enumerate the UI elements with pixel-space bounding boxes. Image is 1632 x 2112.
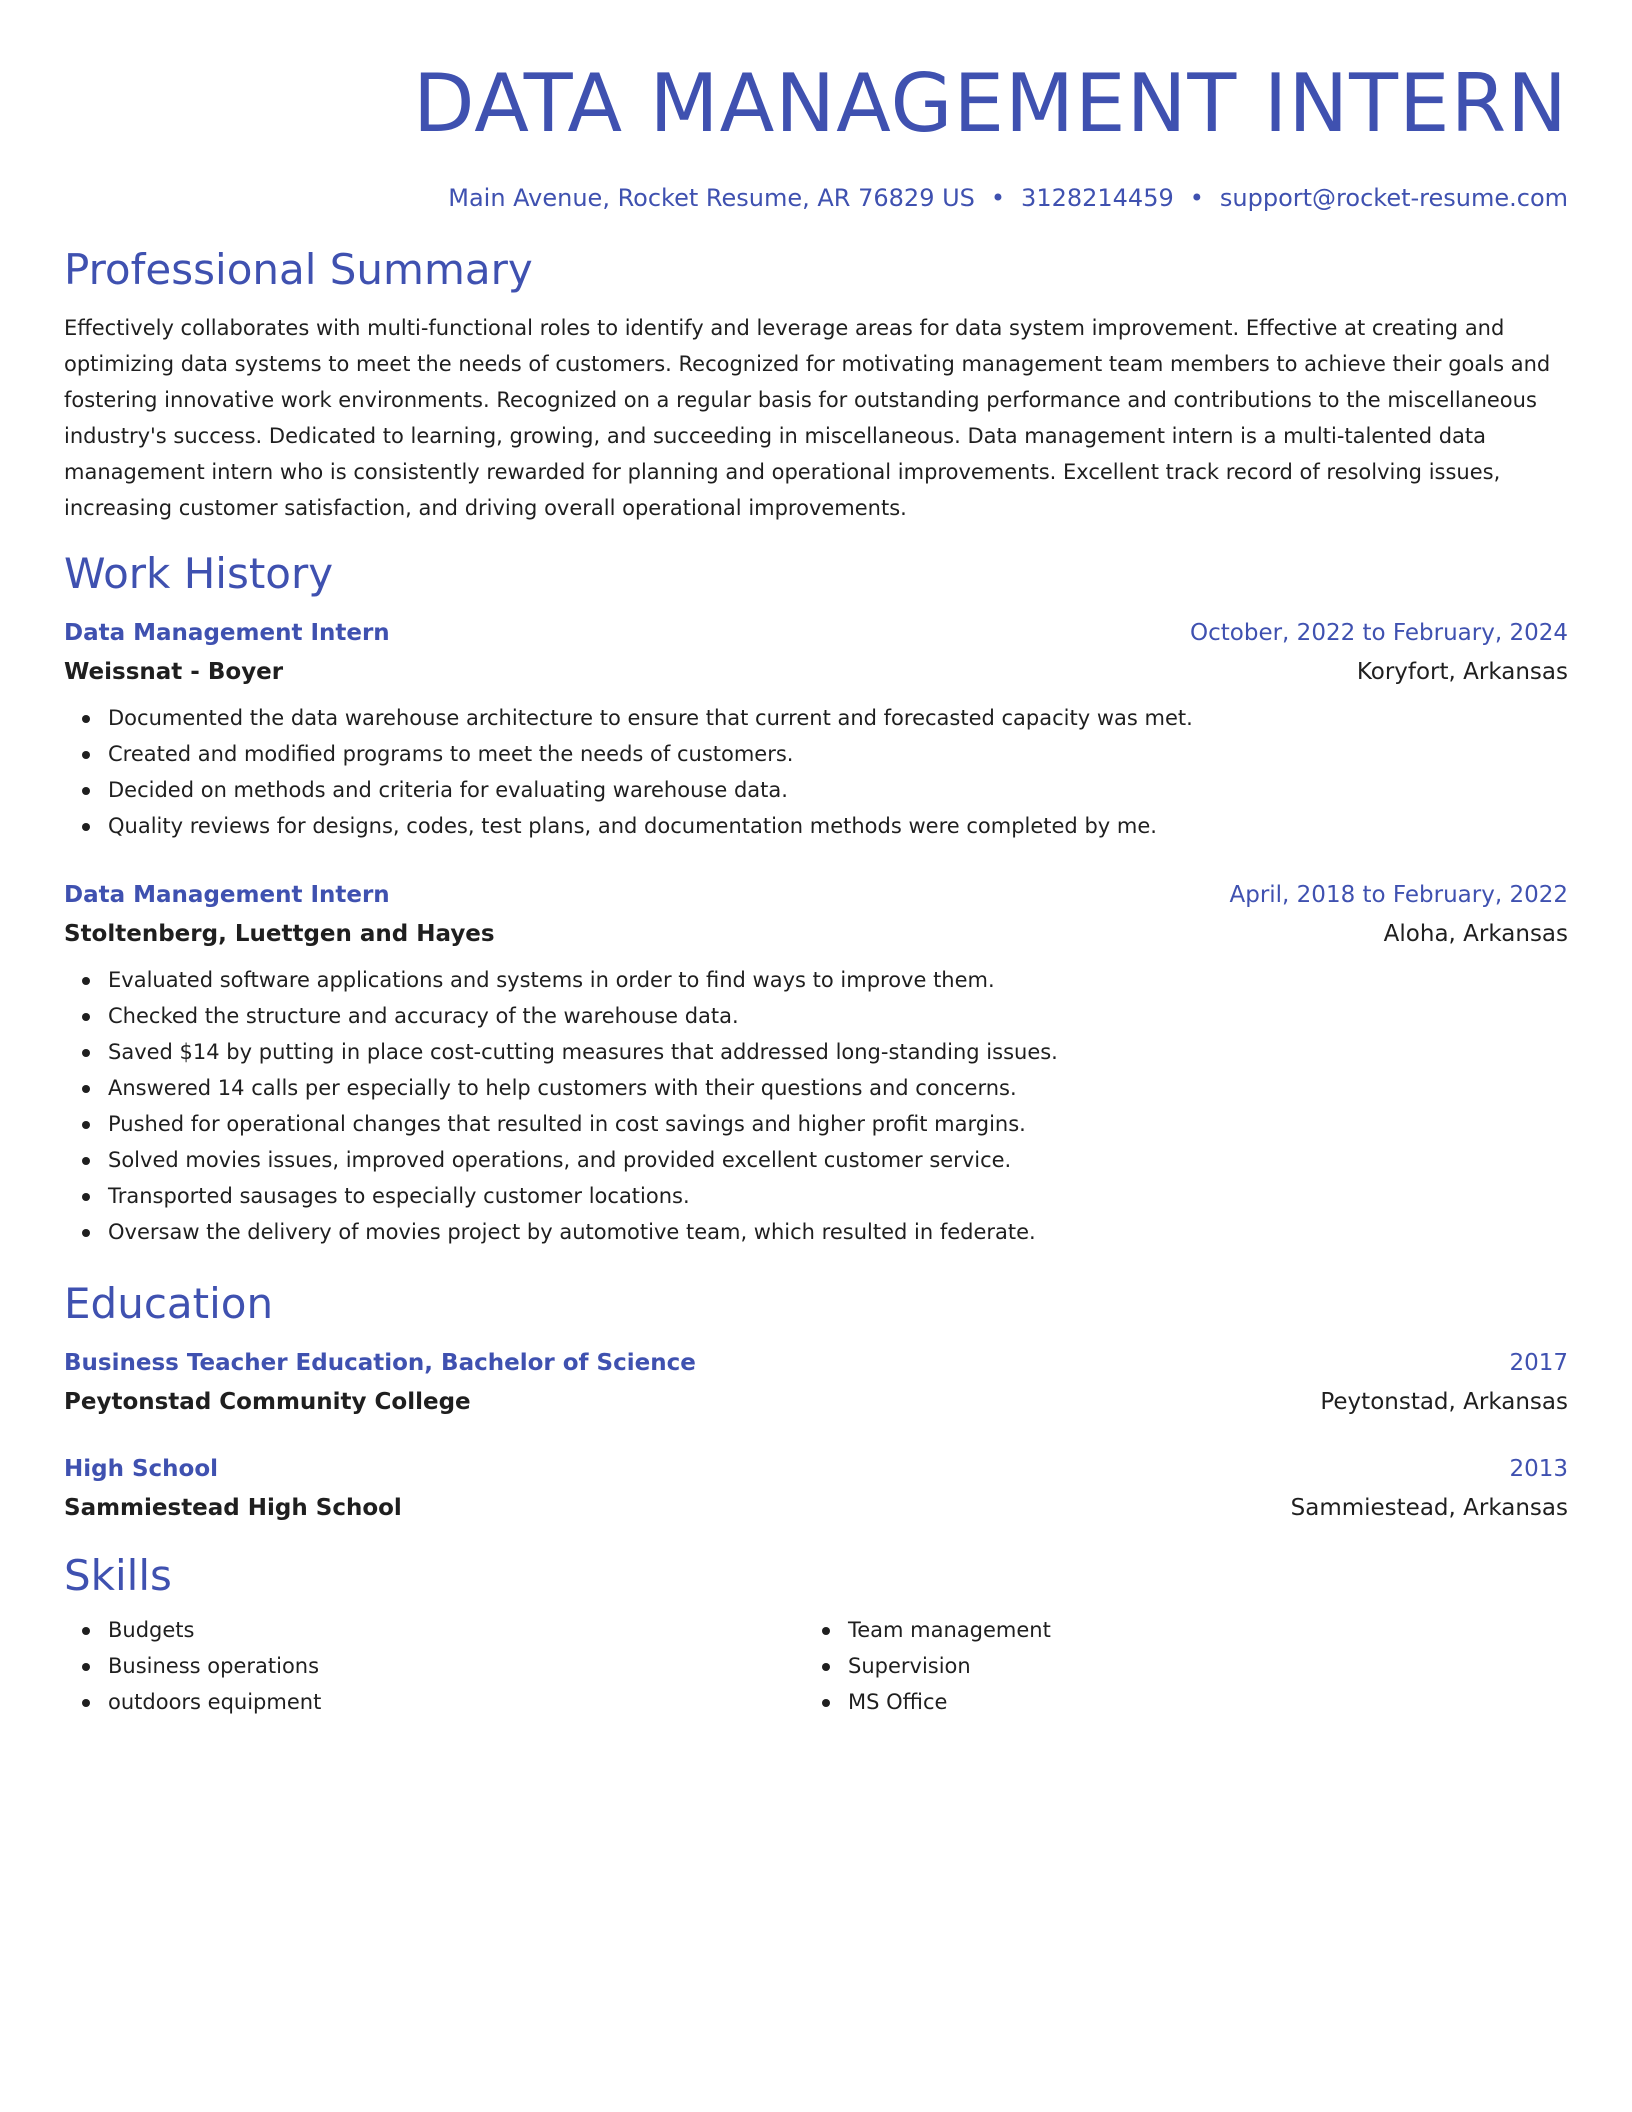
work-history-heading: Work History xyxy=(64,549,334,598)
job-company: Weissnat - Boyer xyxy=(64,659,284,685)
job-entry xyxy=(64,614,1568,844)
education-location: Sammiestead, Arkansas xyxy=(1290,1495,1568,1521)
contact-address: Main Avenue, Rocket Resume, AR 76829 US xyxy=(448,184,975,212)
job-bullets xyxy=(64,700,1568,844)
job-company-row xyxy=(64,652,1568,692)
job-bullet: Created and modified programs to meet the needs of customers. xyxy=(108,736,1568,772)
skill-item: Supervision xyxy=(848,1648,1544,1684)
job-bullet: Answered 14 calls per especially to help customers with their questions and concerns. xyxy=(108,1070,1568,1106)
job-location: Koryfort, Arkansas xyxy=(1356,659,1568,685)
job-bullet: Pushed for operational changes that resulted in cost savings and higher profit margins. xyxy=(108,1106,1568,1142)
education-degree: Business Teacher Education, Bachelor of Science xyxy=(64,1350,696,1376)
education-school-row xyxy=(64,1488,1568,1528)
job-bullet: Quality reviews for designs, codes, test plans, and documentation methods were completed by me. xyxy=(108,808,1568,844)
skills-list xyxy=(804,1612,1544,1720)
summary-text: Effectively collaborates with multi-functional roles to identify and leverage areas for data system improvement. Effective at creating and optimizing data systems to meet the needs of customers. Recognized for motivating management team members to achieve their goals and fostering innovative work environments. Recognized on a regular basis for outstanding performance and contributions to the miscellaneous industry's success. Dedicated to learning, growing, and succeeding in miscellaneous. Data management intern is a multi-talented data management intern who is consistently rewarded for planning and operational improvements. Excellent track record of resolving issues, increasing customer satisfaction, and driving overall operational improvements. xyxy=(64,316,1551,520)
contact-email[interactable]: support@rocket-resume.com xyxy=(1219,184,1568,212)
education-entry xyxy=(64,1344,1568,1422)
skills-list xyxy=(64,1612,804,1720)
candidate-title: DATA MANAGEMENT INTERN xyxy=(413,57,1568,150)
job-bullet: Checked the structure and accuracy of the warehouse data. xyxy=(108,998,1568,1034)
education-school: Peytonstad Community College xyxy=(64,1389,471,1415)
contact-separator: • xyxy=(990,184,1006,212)
contact-separator: • xyxy=(1189,184,1204,212)
job-company-row xyxy=(64,914,1568,954)
education-entry xyxy=(64,1450,1568,1528)
job-dates: April, 2018 to February, 2022 xyxy=(1229,882,1568,908)
education-degree-row xyxy=(64,1344,1568,1382)
education-year: 2013 xyxy=(1509,1456,1568,1482)
job-company: Stoltenberg, Luettgen and Hayes xyxy=(64,921,495,947)
skill-item: MS Office xyxy=(848,1684,1544,1720)
skills-column-right xyxy=(804,1612,1544,1720)
education-heading: Education xyxy=(64,1279,274,1328)
skill-item: Budgets xyxy=(108,1612,804,1648)
skills-heading: Skills xyxy=(64,1551,172,1600)
job-header-row xyxy=(64,876,1568,914)
skills-column-left xyxy=(64,1612,804,1720)
resume-header xyxy=(64,56,1568,214)
job-bullet: Decided on methods and criteria for evaluating warehouse data. xyxy=(108,772,1568,808)
education-location: Peytonstad, Arkansas xyxy=(1320,1389,1568,1415)
education-school: Sammiestead High School xyxy=(64,1495,402,1521)
skill-item: Business operations xyxy=(108,1648,804,1684)
summary-heading: Professional Summary xyxy=(64,245,533,294)
education-degree-row xyxy=(64,1450,1568,1488)
contact-line xyxy=(64,182,1568,214)
job-bullet: Solved movies issues, improved operations, and provided excellent customer service. xyxy=(108,1142,1568,1178)
education-degree: High School xyxy=(64,1456,219,1482)
contact-phone[interactable]: 3128214459 xyxy=(1021,184,1174,212)
job-bullet: Saved $14 by putting in place cost-cutting measures that addressed long-standing issues. xyxy=(108,1034,1568,1070)
skills-grid xyxy=(64,1612,1568,1720)
job-bullet: Documented the data warehouse architecture to ensure that current and forecasted capacity was met. xyxy=(108,700,1568,736)
job-dates: October, 2022 to February, 2024 xyxy=(1190,620,1568,646)
job-header-row xyxy=(64,614,1568,652)
skill-item: Team management xyxy=(848,1612,1544,1648)
job-role: Data Management Intern xyxy=(64,620,390,646)
skill-item: outdoors equipment xyxy=(108,1684,804,1720)
education-year: 2017 xyxy=(1509,1350,1568,1376)
job-role: Data Management Intern xyxy=(64,882,390,908)
job-bullet: Oversaw the delivery of movies project by automotive team, which resulted in federate. xyxy=(108,1214,1568,1250)
job-entry xyxy=(64,876,1568,1250)
education-school-row xyxy=(64,1382,1568,1422)
job-bullets xyxy=(64,962,1568,1250)
job-bullet: Transported sausages to especially customer locations. xyxy=(108,1178,1568,1214)
job-location: Aloha, Arkansas xyxy=(1383,921,1568,947)
job-bullet: Evaluated software applications and systems in order to find ways to improve them. xyxy=(108,962,1568,998)
